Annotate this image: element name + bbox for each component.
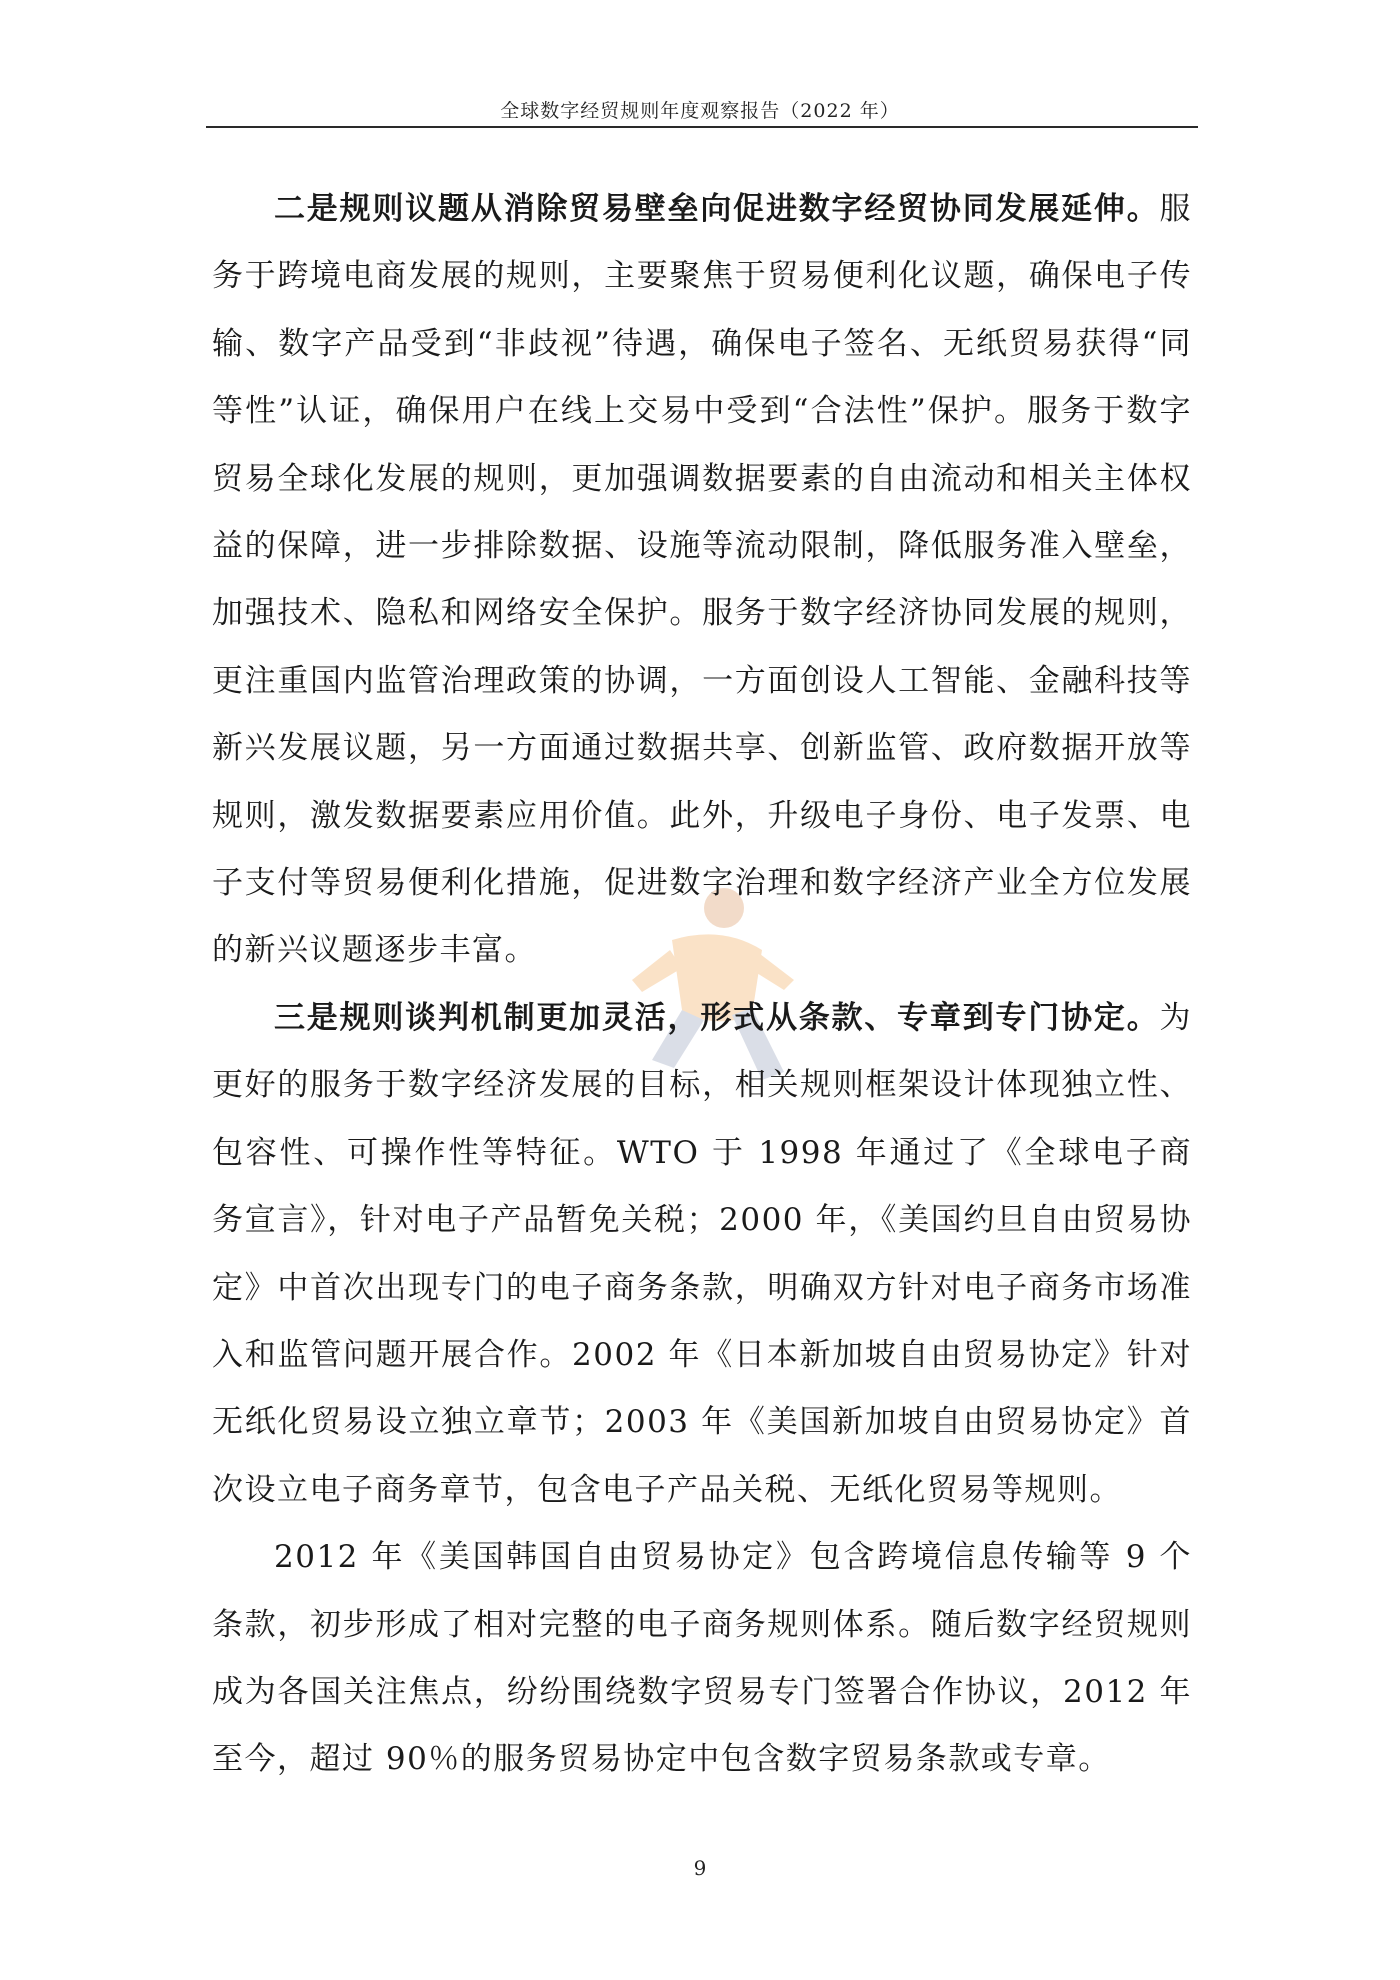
- running-header: 全球数字经贸规则年度观察报告（2022 年）: [500, 100, 900, 122]
- paragraph-text: 2012 年《美国韩国自由贸易协定》包含跨境信息传输等 9 个条款，初步形成了相对完整的电子商务规则体系。随后数字经贸规则成为各国关注焦点，纷纷围绕数字贸易专门签署合作协议，2012 年至今，超过 90％的服务贸易协定中包含数字贸易条款或专章。: [212, 1539, 1192, 1778]
- paragraph: [212, 985, 1192, 1524]
- paragraph-text: 服务于跨境电商发展的规则，主要聚焦于贸易便利化议题，确保电子传输、数字产品受到“非歧视”待遇，确保电子签名、无纸贸易获得“同等性”认证，确保用户在线上交易中受到“合法性”保护。服务于数字贸易全球化发展的规则，更加强调数据要素的自由流动和相关主体权益的保障，进一步排除数据、设施等流动限制，降低服务准入壁垒，加强技术、隐私和网络安全保护。服务于数字经济协同发展的规则，更注重国内监管治理政策的协调，一方面创设人工智能、金融科技等新兴发展议题，另一方面通过数据共享、创新监管、政府数据开放等规则，激发数据要素应用价值。此外，升级电子身份、电子发票、电子支付等贸易便利化措施，促进数字治理和数字经济产业全方位发展的新兴议题逐步丰富。: [212, 191, 1192, 969]
- paragraph: [212, 176, 1192, 985]
- header-divider: [206, 126, 1198, 128]
- paragraph-lead: 二是规则议题从消除贸易壁垒向促进数字经贸协同发展延伸。: [274, 191, 1160, 227]
- body-text: [212, 176, 1192, 1794]
- paragraph-lead: 三是规则谈判机制更加灵活，形式从条款、专章到专门协定。: [274, 999, 1160, 1036]
- page-number: 9: [693, 1856, 707, 1880]
- paragraph: [212, 1524, 1192, 1794]
- paragraph-text: 为更好的服务于数字经济发展的目标，相关规则框架设计体现独立性、包容性、可操作性等特征。WTO 于 1998 年通过了《全球电子商务宣言》，针对电子产品暂免关税；2000 年，《美国约旦自由贸易协定》中首次出现专门的电子商务条款，明确双方针对电子商务市场准入和监管问题开展合作。2002 年《日本新加坡自由贸易协定》针对无纸化贸易设立独立章节；2003 年《美国新加坡自由贸易协定》首次设立电子商务章节，包含电子产品关税、无纸化贸易等规则。: [212, 999, 1192, 1508]
